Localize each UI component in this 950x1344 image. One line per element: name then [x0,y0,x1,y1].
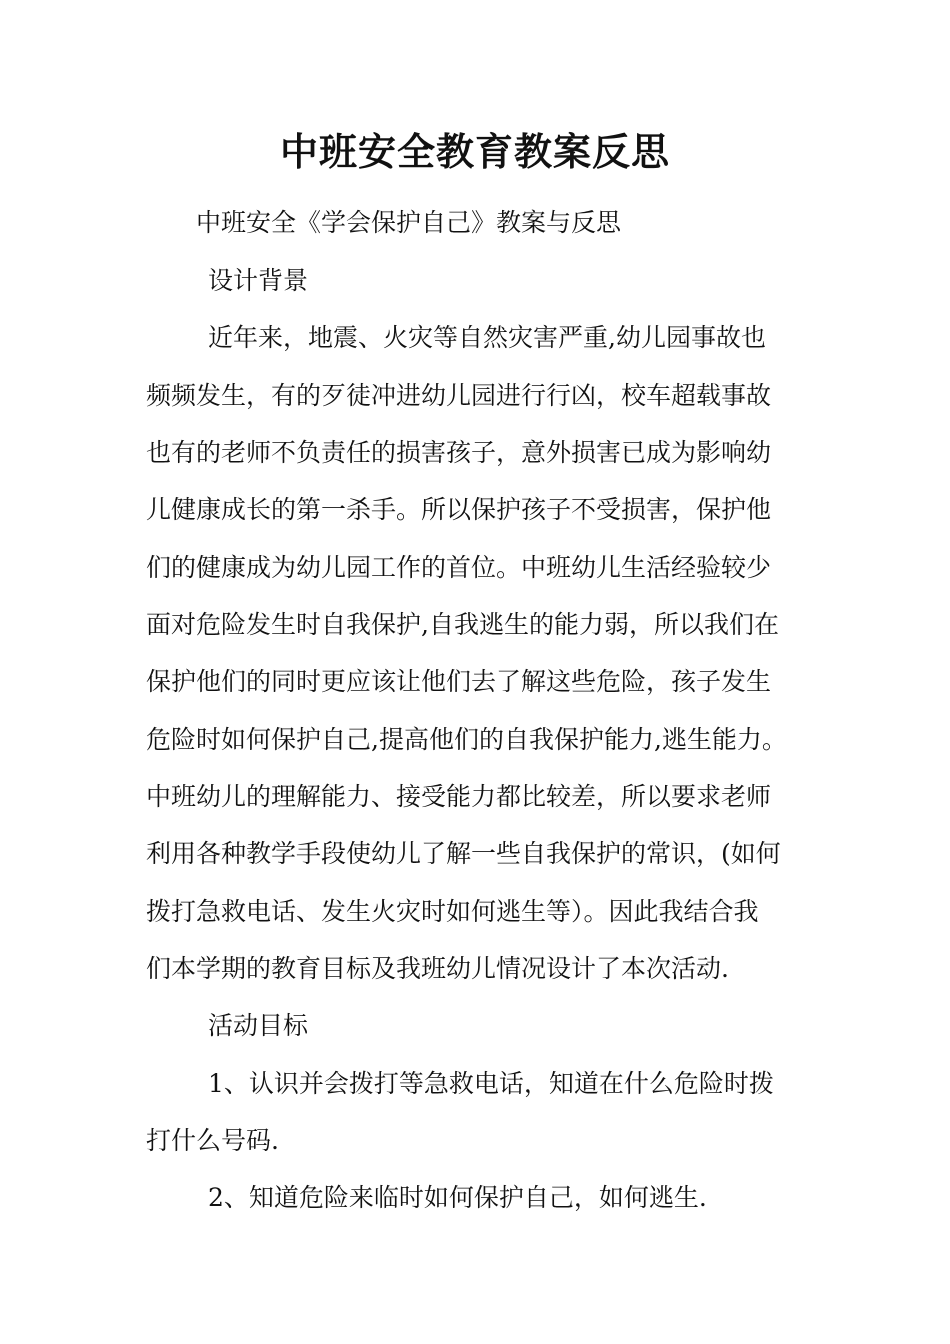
goal-item-1-line-1: 1、认识并会拨打等急救电话，知道在什么危险时拨 [208,1069,774,1098]
paragraph-line: 中班幼儿的理解能力、接受能力都比较差，所以要求老师 [146,782,772,811]
paragraph-line: 们本学期的教育目标及我班幼儿情况设计了本次活动. [146,954,729,983]
page-title: 中班安全教育教案反思 [279,129,670,174]
paragraph-line: 也有的老师不负责任的损害孩子，意外损害已成为影响幼 [146,438,772,467]
paragraph-line: 面对危险发生时自我保护,自我逃生的能力弱，所以我们在 [146,610,779,639]
paragraph-line: 儿健康成长的第一杀手。所以保护孩子不受损害，保护他 [146,495,772,524]
paragraph-line: 危险时如何保护自己,提高他们的自我保护能力,逃生能力。 [146,725,787,754]
section-heading-goals: 活动目标 [208,1011,309,1040]
section-heading-background: 设计背景 [208,266,309,295]
goal-item-2: 2、知道危险来临时如何保护自己，如何逃生. [208,1183,707,1212]
paragraph-line: 利用各种教学手段使幼儿了解一些自我保护的常识，(如何 [146,839,781,868]
paragraph-line: 们的健康成为幼儿园工作的首位。中班幼儿生活经验较少 [146,553,772,582]
paragraph-line: 近年来，地震、火灾等自然灾害严重,幼儿园事故也 [208,323,766,352]
paragraph-line: 保护他们的同时更应该让他们去了解这些危险，孩子发生 [146,667,772,696]
subtitle: 中班安全《学会保护自己》教案与反思 [196,208,622,237]
paragraph-line: 频频发生，有的歹徒冲进幼儿园进行行凶，校车超载事故 [146,381,772,410]
paragraph-line: 拨打急救电话、发生火灾时如何逃生等）。因此我结合我 [146,897,759,926]
goal-item-1-line-2: 打什么号码. [146,1126,279,1155]
